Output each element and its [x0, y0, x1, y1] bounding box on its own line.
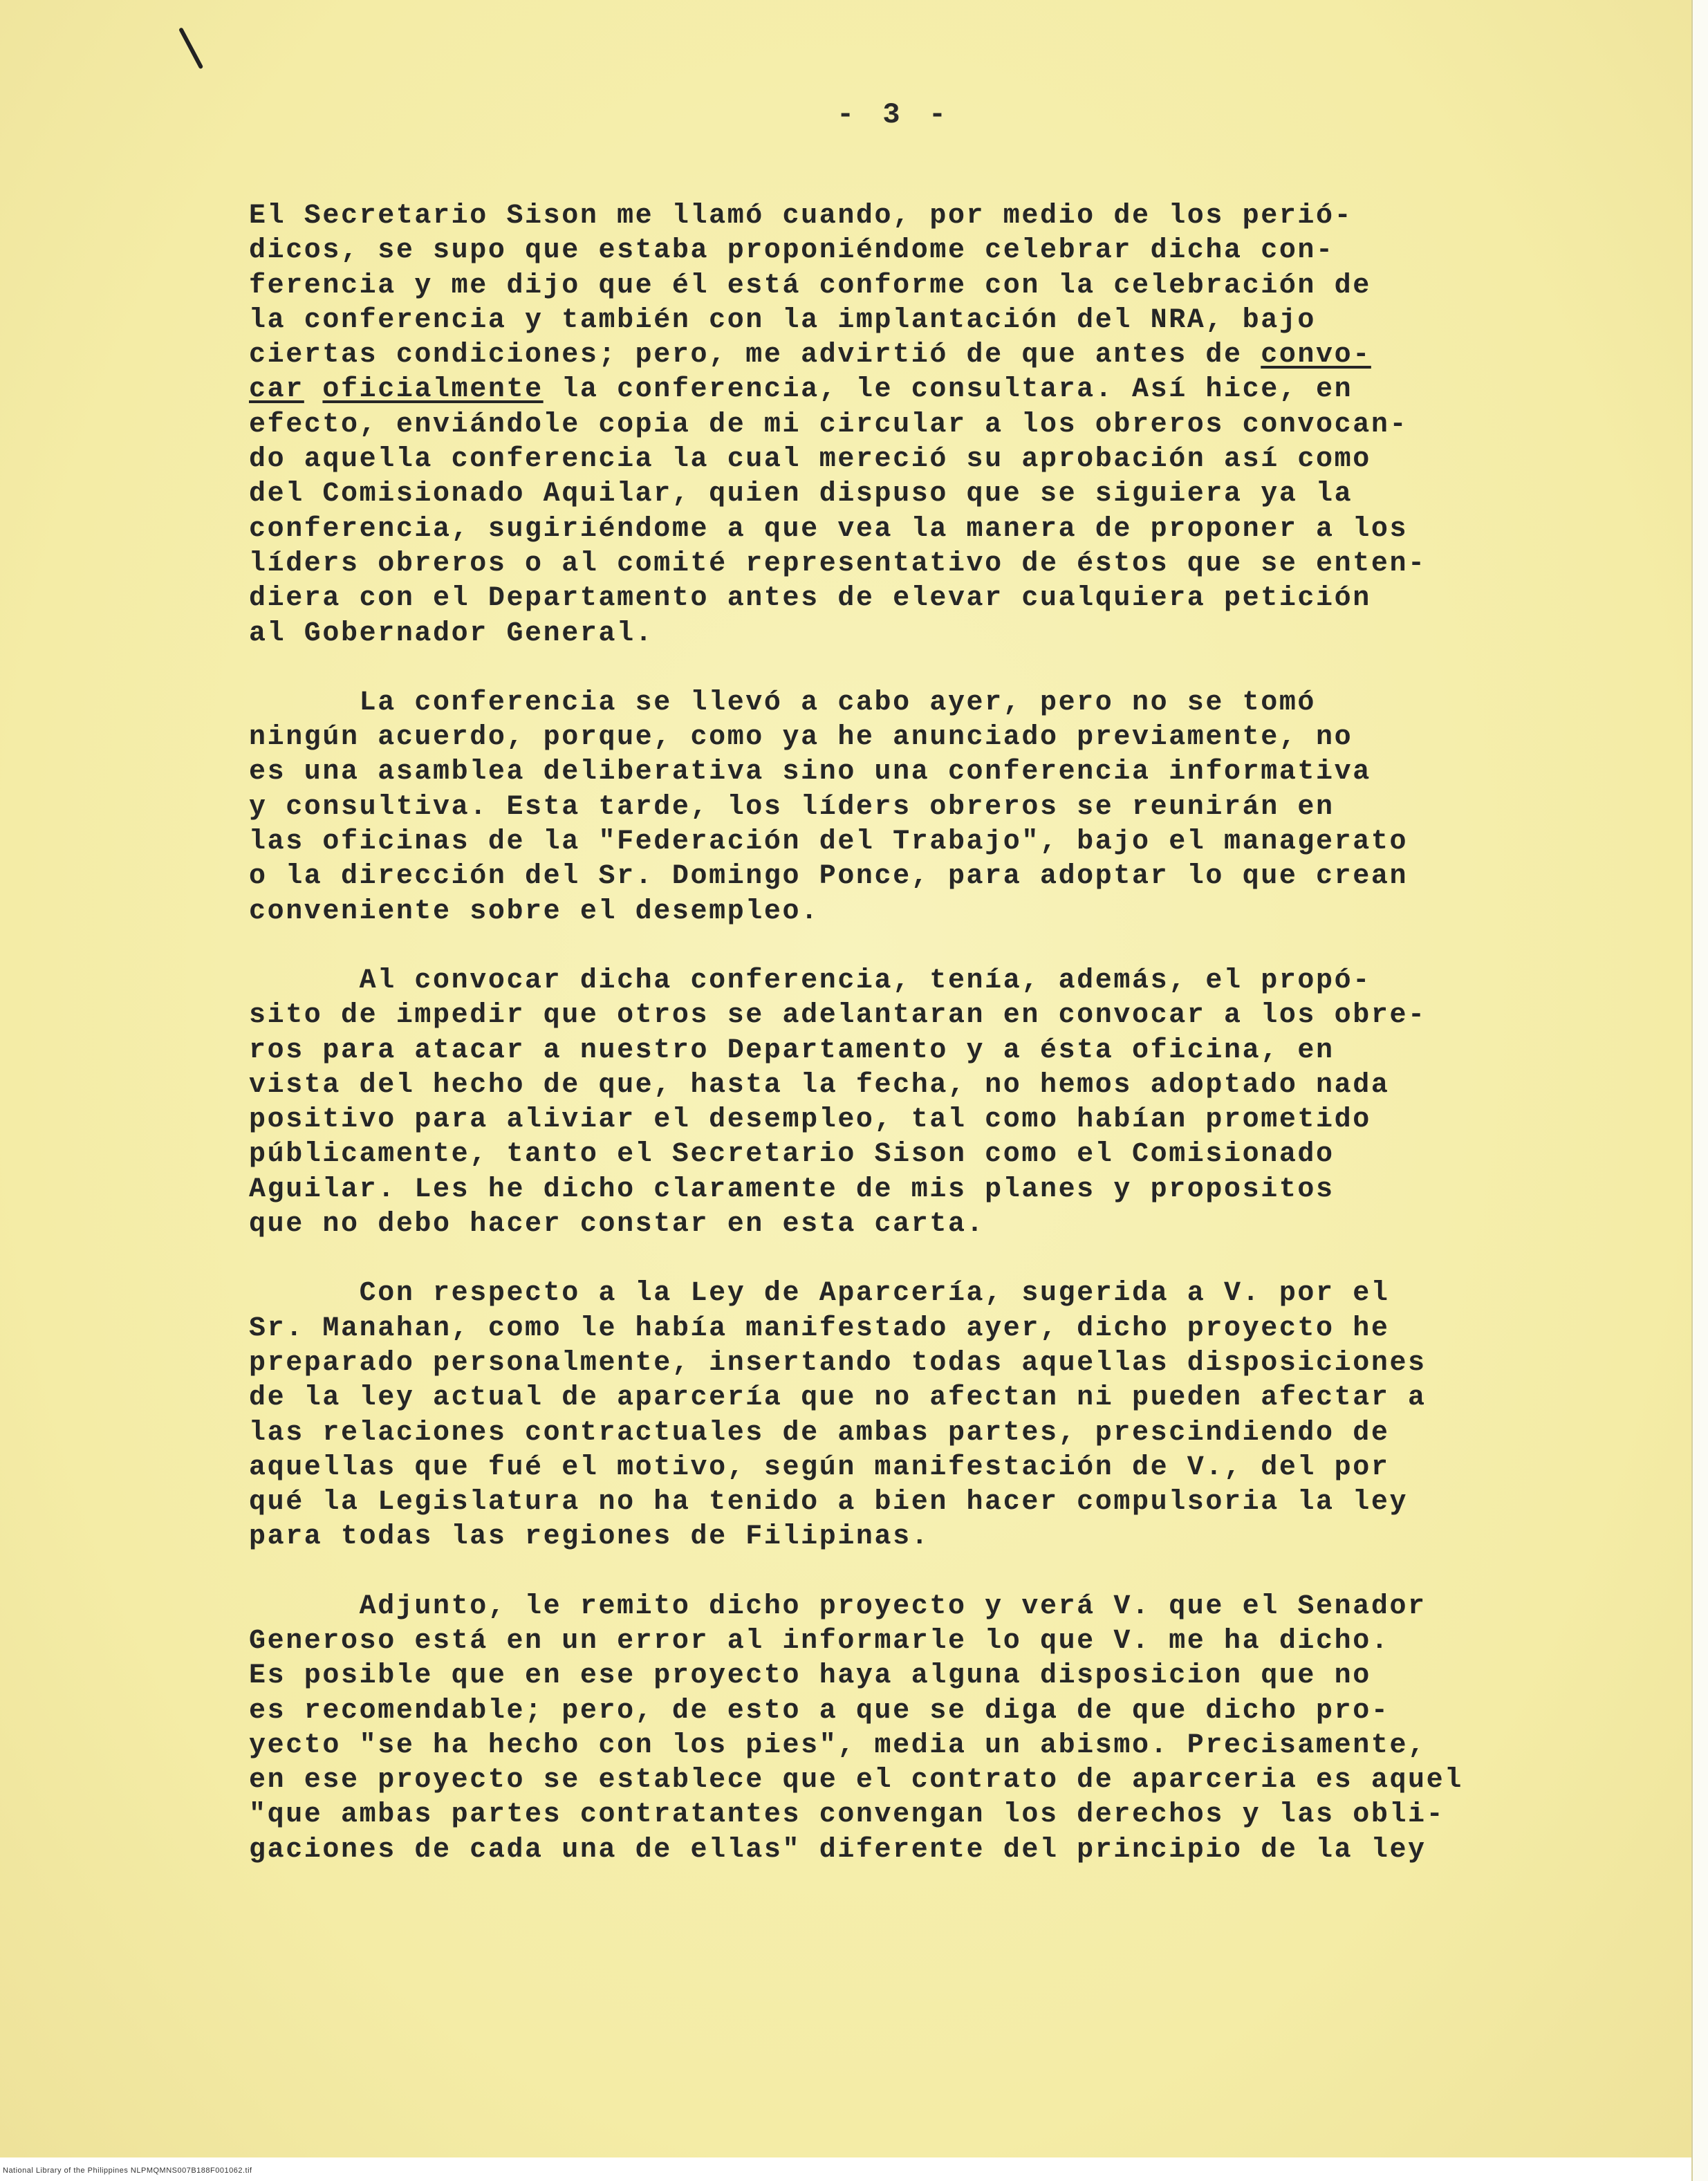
text-line: Sr. Manahan, como le había manifestado ayer, dicho proyecto he — [249, 1312, 1390, 1344]
paragraph — [249, 1590, 1632, 1868]
text-line: al Gobernador General. — [249, 618, 654, 649]
text-line: líders obreros o al comité representativo de éstos que se enten- — [249, 548, 1427, 579]
paragraph — [249, 964, 1632, 1242]
text-line: Al convocar dicha conferencia, tenía, además, el propó- — [249, 965, 1371, 996]
text-line: preparado personalmente, insertando todas aquellas disposiciones — [249, 1347, 1427, 1379]
text-line: sito de impedir que otros se adelantaran en convocar a los obre- — [249, 1000, 1427, 1032]
text-line: que no debo hacer constar en esta carta. — [249, 1209, 985, 1241]
text-line: conveniente sobre el desempleo. — [249, 895, 819, 927]
text-line: La conferencia se llevó a cabo ayer, pero no se tomó — [249, 687, 1317, 718]
text-line: Adjunto, le remito dicho proyecto y verá V. que el Senador — [249, 1590, 1427, 1622]
text-line: ros para atacar a nuestro Departamento y a ésta oficina, en — [249, 1034, 1335, 1066]
text-line: es una asamblea deliberativa sino una conferencia informativa — [249, 757, 1371, 788]
scan-caption: National Library of the Philippines NLPMQMNS007B188F001062.tif — [3, 2166, 252, 2175]
text-line: car oficialmente la conferencia, le consultara. Así hice, en — [249, 374, 1353, 406]
text-line: las relaciones contractuales de ambas partes, prescindiendo de — [249, 1417, 1390, 1449]
text-line: diera con el Departamento antes de elevar cualquiera petición — [249, 583, 1371, 615]
page-number: - 3 - — [837, 98, 952, 131]
underlined-word: convo- — [1261, 340, 1371, 371]
paragraph — [249, 199, 1632, 651]
text-line: la conferencia y también con la implantación del NRA, bajo — [249, 304, 1317, 336]
paragraph — [249, 1277, 1632, 1554]
text-line: del Comisionado Aquilar, quien dispuso que se siguiera ya la — [249, 479, 1353, 510]
underlined-word: car — [249, 374, 304, 406]
text-line: "que ambas partes contratantes convengan los derechos y las obli- — [249, 1799, 1445, 1831]
text-line: ciertas condiciones; pero, me advirtió de que antes de convo- — [249, 340, 1371, 371]
text-line: qué la Legislatura no ha tenido a bien hacer compulsoria la ley — [249, 1487, 1409, 1519]
page-edge — [1691, 0, 1708, 2181]
text-line: yecto "se ha hecho con los pies", media un abismo. Precisamente, — [249, 1729, 1427, 1761]
text-line: Es posible que en ese proyecto haya alguna disposicion que no — [249, 1660, 1371, 1692]
text-line: y consultiva. Esta tarde, los líders obreros se reunirán en — [249, 791, 1335, 823]
underlined-word: oficialmente — [322, 374, 544, 406]
text-line: para todas las regiones de Filipinas. — [249, 1521, 930, 1553]
text-line: ningún acuerdo, porque, como ya he anunciado previamente, no — [249, 722, 1353, 754]
text-line: en ese proyecto se establece que el contrato de aparceria es aquel — [249, 1765, 1463, 1797]
text-line: gaciones de cada una de ellas" diferente del principio de la ley — [249, 1834, 1427, 1866]
text-line: conferencia, sugiriéndome a que vea la manera de proponer a los — [249, 513, 1409, 545]
text-line: aquellas que fué el motivo, según manifestación de V., del por — [249, 1451, 1390, 1483]
scan-footer-strip — [0, 2157, 1691, 2181]
text-line: las oficinas de la "Federación del Trabajo", bajo el managerato — [249, 826, 1409, 858]
paragraph — [249, 686, 1632, 929]
text-line: dicos, se supo que estaba proponiéndome celebrar dicha con- — [249, 235, 1335, 267]
text-line: positivo para aliviar el desempleo, tal como habían prometido — [249, 1104, 1371, 1136]
text-line: do aquella conferencia la cual mereció su aprobación así como — [249, 444, 1371, 476]
text-line: de la ley actual de aparcería que no afectan ni pueden afectar a — [249, 1382, 1427, 1414]
text-line: Con respecto a la Ley de Aparcería, sugerida a V. por el — [249, 1278, 1390, 1310]
text-line: El Secretario Sison me llamó cuando, por medio de los perió- — [249, 201, 1353, 232]
letter-body — [249, 199, 1632, 1902]
text-line: Generoso está en un error al informarle lo que V. me ha dicho. — [249, 1625, 1390, 1657]
text-line: efecto, enviándole copia de mi circular a los obreros convocan- — [249, 409, 1409, 440]
text-line: públicamente, tanto el Secretario Sison como el Comisionado — [249, 1139, 1335, 1171]
text-line: ferencia y me dijo que él está conforme con la celebración de — [249, 270, 1371, 301]
text-line: vista del hecho de que, hasta la fecha, no hemos adoptado nada — [249, 1069, 1390, 1101]
text-line: es recomendable; pero, de esto a que se diga de que dicho pro- — [249, 1695, 1390, 1727]
text-line: Aguilar. Les he dicho claramente de mis planes y propositos — [249, 1173, 1335, 1205]
text-line: o la dirección del Sr. Domingo Ponce, para adoptar lo que crean — [249, 861, 1409, 893]
